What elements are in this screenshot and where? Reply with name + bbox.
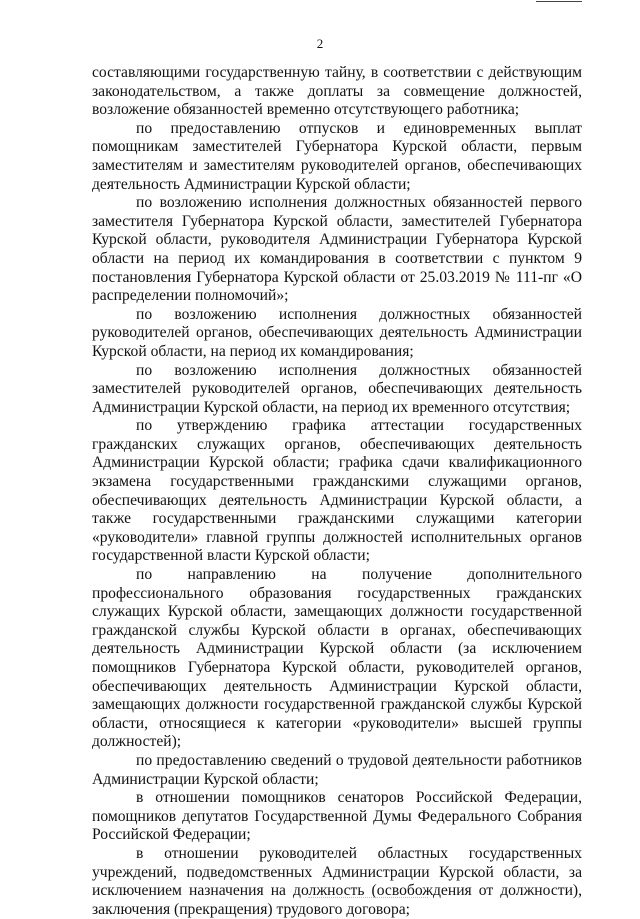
paragraph: по предоставлению сведений о трудовой деятельности работников Администрации Курской области; xyxy=(92,751,582,788)
bottom-edge-mark xyxy=(308,897,428,899)
paragraph: по предоставлению отпусков и единовременных выплат помощникам заместителей Губернатора Курской области, первым заместителям и заместителям руководителей органов, обеспечивающих деятельность Администрации Курской области; xyxy=(92,119,582,193)
paragraph: в отношении руководителей областных государственных учреждений, подведомственных Администрации Курской области, за исключением назначения на должность (освобождения от должности), заключения (прекращения) трудового договора; xyxy=(92,844,582,918)
paragraph: по возложению исполнения должностных обязанностей руководителей органов, обеспечивающих деятельность Администрации Курской области, на период их командирования; xyxy=(92,305,582,360)
paragraph: по направлению на получение дополнительного профессионального образования государственных гражданских служащих Курской области, замещающих должности государственной гражданской службы Курской области в органах, обеспечивающих деятельность Администрации Курской области (за исключением помощников Губернатора Курской области, руководителей органов, обеспечивающих деятельность Администрации Курской области, замещающих должности государственной гражданской службы Курской области, относящиеся к категории «руководители» высшей группы должностей); xyxy=(92,566,582,751)
paragraph: по возложению исполнения должностных обязанностей заместителей руководителей органов, обеспечивающих деятельность Администрации Курской области, на период их временного отсутствия; xyxy=(92,361,582,416)
paragraph: составляющими государственную тайну, в соответствии с действующим законодательством, а также доплаты за совмещение должностей, возложение обязанностей временно отсутствующего работника; xyxy=(92,64,582,119)
paragraph: в отношении помощников сенаторов Российской Федерации, помощников депутатов Государственной Думы Федерального Собрания Российской Федерации; xyxy=(92,789,582,844)
paragraph: по возложению исполнения должностных обязанностей первого заместителя Губернатора Курской области, заместителей Губернатора Курской области, руководителя Администрации Губернатора Курской области на период их командирования в соответствии с пунктом 9 постановления Губернатора Курской области от 25.03.2019 № 111-пг «О распределении полномочий»; xyxy=(92,194,582,305)
paragraph: по утверждению графика аттестации государственных гражданских служащих органов, обеспечивающих деятельность Администрации Курской области; графика сдачи квалификационного экзамена государственными гражданскими служащими органов, обеспечивающих деятельность Администрации Курской области, а также государственными гражданскими служащими категории «руководители» главной группы должностей исполнительных органов государственной власти Курской области; xyxy=(92,417,582,565)
document-body xyxy=(92,64,582,919)
top-edge-rule xyxy=(536,1,582,2)
page-number: 2 xyxy=(316,36,324,51)
